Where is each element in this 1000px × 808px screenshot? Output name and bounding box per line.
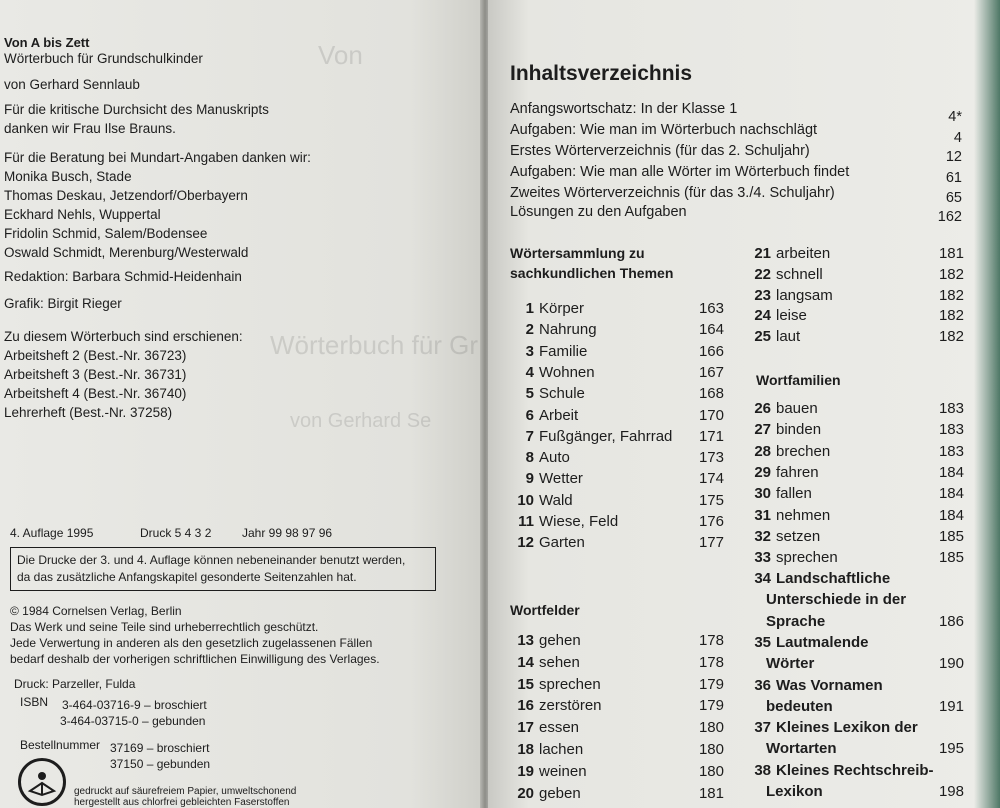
- entry-label: geben: [539, 784, 581, 802]
- toc-entry: [510, 513, 724, 534]
- entry-number: 31: [754, 506, 771, 524]
- toc-entry: [510, 300, 724, 321]
- entry-number: 18: [517, 741, 534, 758]
- entry-page: 195: [938, 740, 964, 758]
- entry-number: 11: [518, 513, 534, 530]
- entry-page: 183: [938, 400, 964, 417]
- grafik: Grafik: Birgit Rieger: [4, 296, 122, 311]
- entry-number: 30: [754, 485, 771, 503]
- toc-entry: [751, 245, 964, 266]
- entry-number: 36: [754, 676, 771, 694]
- entry-label: bedeuten: [766, 697, 833, 715]
- entry-number: 16: [517, 697, 534, 715]
- entry-number: 38: [754, 761, 771, 779]
- entry-page: 166: [698, 342, 724, 360]
- entry-number: 2: [525, 321, 534, 339]
- entry-page: 179: [698, 675, 724, 693]
- entry-label: Wiese, Feld: [539, 513, 619, 530]
- copyright-block: © 1984 Cornelsen Verlag, Berlin Das Werk und seine Teile sind urheberrechtlich geschützt. Jede Verwertung in anderen als den gesetzlich zugelassenen Fällen bedarf deshalb der vorherigen schriftlichen Einwilligung des Verlages.: [10, 604, 380, 666]
- section-heading-thematic: Wörtersammlung zu sachkundlichen Themen: [510, 245, 674, 281]
- entry-number: 33: [754, 549, 771, 567]
- entry-label: schnell: [776, 265, 823, 283]
- toc-entry: [751, 400, 964, 421]
- entry-label: Wohnen: [539, 363, 595, 381]
- entry-label: lachen: [539, 741, 584, 758]
- entry-number: 12: [517, 534, 534, 552]
- entry-number: 13: [517, 632, 534, 649]
- entry-page: 184: [938, 485, 964, 503]
- entry-label: fallen: [776, 485, 812, 503]
- entry-page: 175: [698, 491, 724, 509]
- printer: Druck: Parzeller, Fulda: [14, 677, 136, 691]
- entry-page: 163: [698, 300, 724, 317]
- entry-page: 183: [938, 442, 964, 460]
- toc-entry: [751, 464, 964, 485]
- entry-number: 3: [525, 342, 534, 360]
- toc-entry: [751, 307, 964, 328]
- dialect-thanks-block: Für die Beratung bei Mundart-Angaben danken wir: Monika Busch, Stade Thomas Deskau, Jetzendorf/Oberbayern Eckhard Nehls, Wuppertal Fridolin Schmid, Salem/Bodensee Oswald Schmidt, Merenburg/Westerwald: [4, 150, 311, 260]
- section-heading-word-fields: Wortfelder: [510, 602, 580, 618]
- toc-row: Lösungen zu den Aufgaben 162: [510, 204, 962, 225]
- entry-number: 21: [754, 245, 771, 262]
- book-subtitle: Wörterbuch für Grundschulkinder: [4, 51, 203, 66]
- entry-page: 186: [938, 612, 964, 630]
- entry-label: gehen: [539, 632, 581, 649]
- entry-number: 4: [525, 363, 534, 381]
- toc-entry: [510, 785, 724, 806]
- entry-label: Nahrung: [539, 321, 597, 339]
- entry-page: 184: [938, 463, 964, 481]
- toc-entry: [751, 507, 964, 528]
- toc-entry: [510, 364, 724, 385]
- show-through-text: von Gerhard Se: [290, 410, 432, 432]
- entry-number: 28: [754, 442, 771, 460]
- entry-label: Unterschiede in der: [766, 591, 907, 609]
- entry-label: nehmen: [776, 506, 831, 524]
- entry-page: 191: [938, 697, 964, 715]
- entry-number: 15: [517, 675, 534, 693]
- entry-label: Auto: [539, 449, 570, 467]
- toc-row: Aufgaben: Wie man im Wörterbuch nachschlägt 4: [510, 122, 962, 146]
- entry-number: 37: [754, 719, 771, 737]
- entry-page: 176: [698, 513, 724, 530]
- entry-label: sprechen: [539, 675, 601, 693]
- entry-page: 178: [698, 653, 724, 671]
- show-through-text: Von: [318, 40, 363, 70]
- entry-page: 173: [698, 449, 724, 467]
- isbn-paperback: 3-464-03716-9 – broschiert: [62, 698, 207, 712]
- entry-page: 198: [938, 782, 964, 800]
- recycling-logo-icon: [18, 758, 66, 806]
- entry-label: Wörter: [766, 655, 815, 673]
- book-title: Von A bis Zett: [4, 35, 90, 50]
- entry-label: bauen: [776, 400, 818, 417]
- order-number-paperback: 37169 – broschiert: [110, 741, 210, 755]
- entry-label: Familie: [539, 342, 588, 360]
- entry-page: 171: [698, 427, 724, 445]
- toc-entry: [510, 741, 724, 762]
- edition: 4. Auflage 1995: [10, 526, 94, 540]
- entry-number: 1: [525, 300, 534, 317]
- companion-books: Zu diesem Wörterbuch sind erschienen: Arbeitsheft 2 (Best.-Nr. 36723) Arbeitsheft 3 (Best.-Nr. 36731) Arbeitsheft 4 (Best.-Nr. 36740) Lehrerheft (Best.-Nr. 37258): [4, 329, 243, 420]
- entry-page: 184: [938, 506, 964, 524]
- entry-page: 177: [698, 534, 724, 552]
- toc-entry: [510, 343, 724, 364]
- entry-page: 185: [938, 527, 964, 545]
- order-number-label: Bestellnummer: [20, 738, 101, 752]
- toc-entry: [751, 528, 964, 549]
- entry-page: 182: [938, 286, 964, 304]
- toc-entry: [751, 421, 964, 442]
- entry-page: 190: [938, 655, 964, 673]
- entry-label: arbeiten: [776, 245, 831, 262]
- entry-number: 32: [754, 527, 771, 545]
- entry-label: Arbeit: [539, 406, 579, 424]
- entry-page: 167: [698, 363, 724, 381]
- page-title: Inhaltsverzeichnis: [510, 62, 693, 85]
- entry-label: Lautmalende: [776, 633, 869, 651]
- toc-entry: [510, 719, 724, 740]
- entry-page: 180: [698, 762, 724, 780]
- entry-number: 29: [754, 463, 771, 481]
- toc-entry: [751, 570, 964, 630]
- entry-page: 168: [698, 385, 724, 403]
- toc-entry: [510, 385, 724, 406]
- toc-entry: [510, 676, 724, 697]
- entry-page: 180: [698, 741, 724, 758]
- entry-page: 179: [698, 697, 724, 715]
- toc-entry: [751, 266, 964, 287]
- right-page: [488, 0, 1000, 808]
- entry-label: Wortarten: [766, 740, 837, 758]
- entry-label: setzen: [776, 527, 821, 545]
- entry-number: 10: [517, 491, 534, 509]
- page-edge-shadow: [974, 0, 1000, 808]
- entry-label: Garten: [539, 534, 585, 552]
- order-number-hardcover: 37150 – gebunden: [110, 757, 211, 771]
- entry-label: zerstören: [539, 697, 602, 715]
- toc-entry: [510, 632, 724, 653]
- entry-page: 170: [698, 406, 724, 424]
- entry-label: Lexikon: [766, 782, 823, 800]
- toc-entry: [510, 470, 724, 491]
- toc-entry: [751, 287, 964, 308]
- entry-label: Kleines Rechtschreib-: [776, 761, 934, 779]
- edition-notice-box: Die Drucke der 3. und 4. Auflage können nebeneinander benutzt werden, da das zusätzliche Anfangskapitel gesonderte Seitenzahlen hat.: [10, 547, 436, 591]
- print-years: Jahr 99 98 97 96: [242, 526, 333, 540]
- left-page: [0, 0, 482, 808]
- toc-entry: [510, 492, 724, 513]
- entry-number: 8: [525, 449, 534, 467]
- entry-label: sehen: [539, 653, 580, 671]
- author: von Gerhard Sennlaub: [4, 77, 140, 92]
- toc-row: Anfangswortschatz: In der Klasse 1 4*: [510, 101, 962, 125]
- redaktion: Redaktion: Barbara Schmid-Heidenhain: [4, 269, 242, 284]
- entry-label: Landschaftliche: [776, 570, 891, 587]
- entry-number: 25: [754, 328, 771, 346]
- toc-entry: [751, 485, 964, 506]
- toc-entry: [510, 449, 724, 470]
- entry-label: Wetter: [539, 470, 583, 488]
- entry-label: binden: [776, 421, 822, 439]
- entry-label: leise: [776, 307, 807, 325]
- toc-entry: [510, 763, 724, 784]
- entry-number: 7: [525, 427, 534, 445]
- entry-page: 183: [938, 421, 964, 439]
- entry-label: essen: [539, 719, 580, 737]
- entry-number: 22: [754, 265, 771, 283]
- toc-row: Zweites Wörterverzeichnis (für das 3./4. Schuljahr) 65: [510, 185, 962, 206]
- entry-number: 26: [754, 400, 771, 417]
- toc-row: Aufgaben: Wie man alle Wörter im Wörterbuch findet 61: [510, 164, 962, 186]
- entry-label: brechen: [776, 442, 831, 460]
- entry-number: 14: [517, 653, 534, 671]
- entry-label: langsam: [776, 286, 833, 304]
- entry-label: Fußgänger, Fahrrad: [539, 427, 673, 445]
- show-through-text: Wörterbuch für Gr: [270, 330, 479, 360]
- entry-label: Schule: [539, 385, 585, 403]
- entry-label: Körper: [539, 300, 585, 317]
- entry-label: laut: [776, 328, 801, 346]
- entry-number: 6: [525, 406, 534, 424]
- entry-page: 185: [938, 549, 964, 567]
- entry-page: 181: [698, 784, 724, 802]
- paper-note: gedruckt auf säurefreiem Papier, umweltschonend hergestellt aus chlorfrei gebleichten Faserstoffen: [74, 786, 297, 808]
- isbn-label: ISBN: [20, 695, 49, 709]
- entry-number: 19: [517, 762, 534, 780]
- entry-label: fahren: [776, 463, 819, 481]
- entry-page: 182: [938, 265, 964, 283]
- entry-page: 182: [938, 307, 964, 325]
- entry-page: 164: [698, 321, 724, 339]
- entry-label: sprechen: [776, 549, 838, 567]
- toc-entry: [510, 407, 724, 428]
- toc-entry: [751, 633, 964, 673]
- toc-entry: [510, 428, 724, 449]
- entry-page: 182: [938, 328, 964, 346]
- thanks-block: Für die kritische Durchsicht des Manuskripts danken wir Frau Ilse Brauns.: [4, 102, 269, 136]
- toc-entry: [510, 697, 724, 718]
- toc-entry: [510, 534, 724, 555]
- entry-number: 9: [525, 470, 534, 488]
- entry-label: weinen: [539, 762, 587, 780]
- toc-entry: [510, 654, 724, 675]
- isbn-hardcover: 3-464-03715-0 – gebunden: [60, 714, 206, 728]
- toc-entry: [751, 443, 964, 464]
- entry-number: 34: [754, 570, 771, 587]
- entry-number: 17: [517, 719, 534, 737]
- entry-number: 35: [754, 633, 771, 651]
- toc-entry: [751, 719, 964, 758]
- entry-page: 174: [698, 470, 724, 488]
- toc-entry: [510, 321, 724, 342]
- toc-row: Erstes Wörterverzeichnis (für das 2. Schuljahr) 12: [510, 143, 962, 165]
- entry-page: 178: [698, 632, 724, 649]
- toc-entry: [751, 676, 964, 715]
- print-run: Druck 5 4 3 2: [140, 526, 212, 540]
- toc-entry: [751, 549, 964, 570]
- toc-entry: [751, 761, 964, 800]
- entry-number: 20: [517, 784, 534, 802]
- entry-number: 24: [754, 307, 771, 325]
- entry-label: Kleines Lexikon der: [776, 719, 918, 737]
- section-heading-word-families: Wortfamilien: [756, 372, 841, 388]
- toc-entry: [751, 328, 964, 349]
- entry-label: Was Vornamen: [776, 676, 883, 694]
- entry-number: 5: [525, 385, 534, 403]
- entry-number: 23: [754, 286, 771, 304]
- entry-page: 181: [938, 245, 964, 262]
- entry-number: 27: [754, 421, 771, 439]
- entry-label: Sprache: [766, 612, 826, 630]
- entry-page: 180: [698, 719, 724, 737]
- entry-label: Wald: [539, 491, 573, 509]
